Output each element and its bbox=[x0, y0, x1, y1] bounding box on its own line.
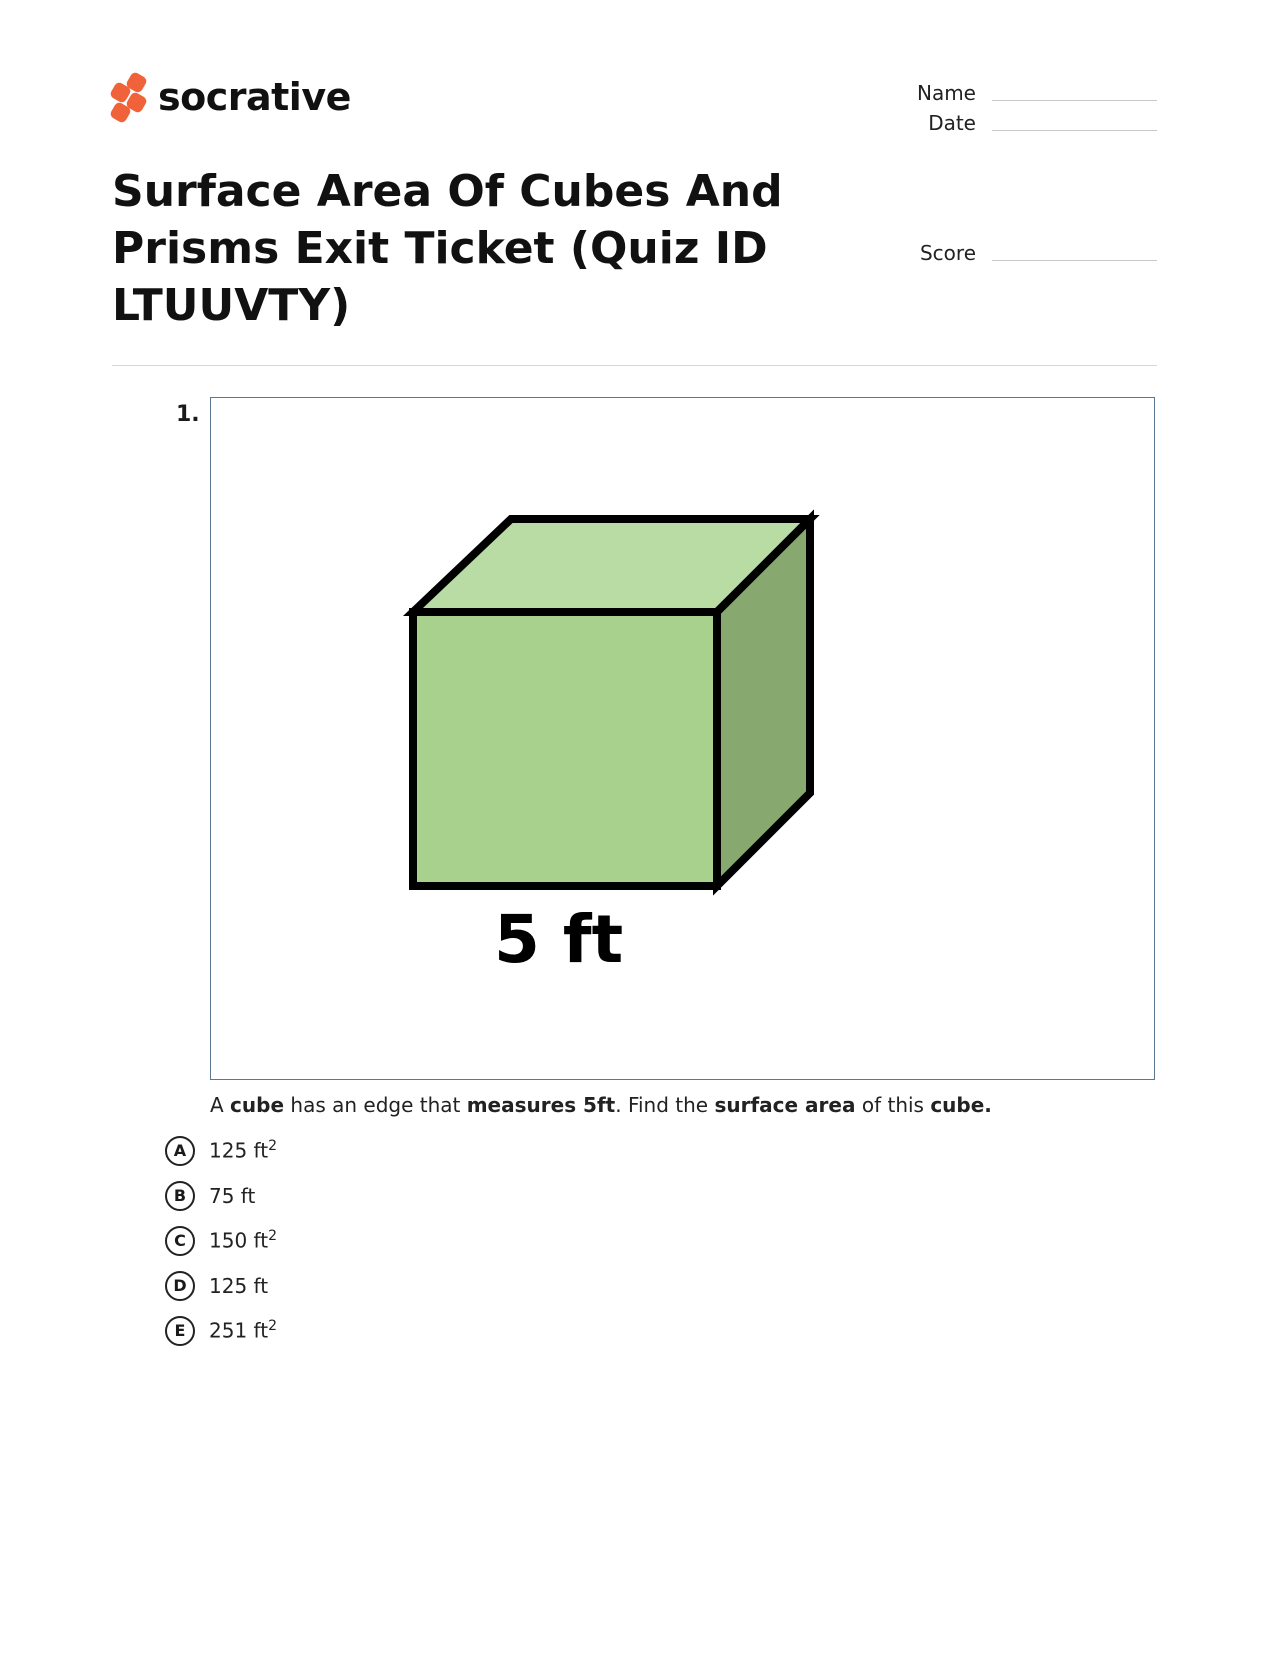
date-label: Date bbox=[928, 111, 976, 135]
answer-exponent: 2 bbox=[268, 1138, 277, 1155]
question-text bbox=[210, 1093, 992, 1117]
score-line[interactable] bbox=[992, 259, 1157, 261]
question-text-part: A bbox=[210, 1093, 231, 1117]
answer-value: 150 ft bbox=[209, 1228, 269, 1253]
score-label: Score bbox=[919, 241, 976, 265]
cube-front-face bbox=[413, 612, 717, 886]
date-field[interactable] bbox=[896, 105, 1157, 135]
header-divider bbox=[112, 365, 1157, 366]
brand-name: socrative bbox=[158, 75, 351, 119]
cube-illustration bbox=[211, 398, 1154, 1079]
question-text-part: has an edge that bbox=[284, 1093, 467, 1117]
question-text-part: of this bbox=[855, 1093, 931, 1117]
answer-option-c[interactable] bbox=[165, 1218, 277, 1263]
question-text-part: . Find the bbox=[615, 1093, 715, 1117]
answer-option-a[interactable] bbox=[165, 1128, 277, 1173]
answer-exponent: 2 bbox=[268, 1228, 277, 1245]
answer-option-b[interactable] bbox=[165, 1173, 277, 1218]
name-line[interactable] bbox=[992, 99, 1157, 101]
answer-value: 125 ft bbox=[209, 1138, 269, 1163]
question-text-part: cube bbox=[230, 1093, 285, 1117]
question-figure bbox=[210, 397, 1155, 1080]
answer-bubble[interactable]: B bbox=[165, 1181, 195, 1211]
edge-length-label: 5 ft bbox=[494, 901, 624, 978]
answer-value: 251 ft bbox=[209, 1318, 269, 1343]
answer-option-d[interactable] bbox=[165, 1263, 277, 1308]
question-text-part: measures 5ft bbox=[466, 1093, 616, 1117]
answer-text bbox=[209, 1184, 255, 1208]
answer-value: 125 ft bbox=[209, 1273, 269, 1298]
answer-text bbox=[209, 1318, 277, 1343]
answer-value: 75 ft bbox=[209, 1183, 256, 1208]
question-text-part: surface area bbox=[714, 1093, 856, 1117]
hexagon-cluster-icon bbox=[110, 72, 148, 122]
answer-bubble[interactable]: E bbox=[165, 1316, 195, 1346]
answer-list bbox=[165, 1128, 277, 1353]
answer-bubble[interactable]: A bbox=[165, 1136, 195, 1166]
page-title: Surface Area Of Cubes And Prisms Exit Ticket (Quiz ID LTUUVTY) bbox=[112, 166, 783, 331]
answer-option-e[interactable] bbox=[165, 1308, 277, 1353]
question-number: 1. bbox=[176, 402, 200, 427]
answer-bubble[interactable]: D bbox=[165, 1271, 195, 1301]
answer-text bbox=[209, 1228, 277, 1253]
answer-exponent: 2 bbox=[268, 1318, 277, 1335]
answer-text bbox=[209, 1274, 268, 1298]
student-fields bbox=[896, 75, 1157, 135]
answer-text bbox=[209, 1138, 277, 1163]
question-text-part: cube. bbox=[930, 1093, 992, 1117]
answer-bubble[interactable]: C bbox=[165, 1226, 195, 1256]
name-label: Name bbox=[916, 81, 976, 105]
score-field[interactable] bbox=[896, 235, 1157, 265]
name-field[interactable] bbox=[896, 75, 1157, 105]
date-line[interactable] bbox=[992, 129, 1157, 131]
socrative-logo bbox=[110, 72, 351, 122]
